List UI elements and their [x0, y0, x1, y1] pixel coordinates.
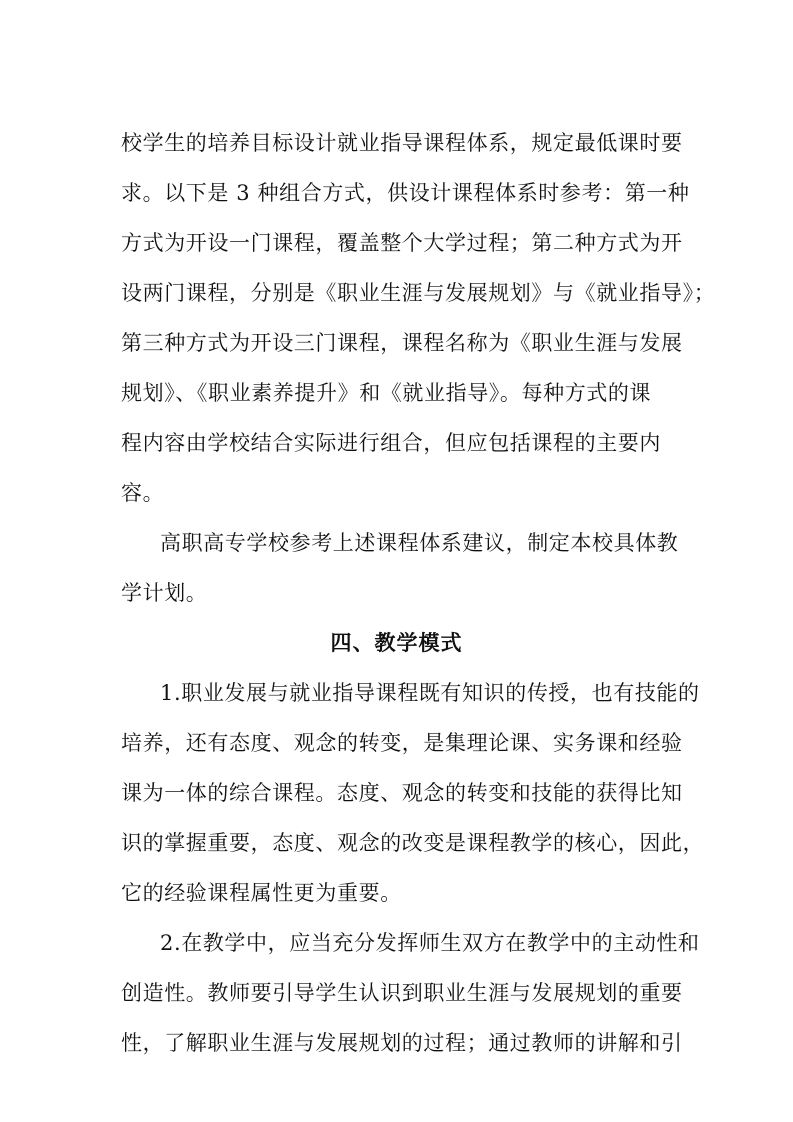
paragraph-1-line-3: 方式为开设一门课程，覆盖整个大学过程；第二种方式为开 [121, 231, 683, 255]
paragraph-4-line-3: 性，了解职业生涯与发展规划的过程；通过教师的讲解和引 [121, 1031, 683, 1055]
paragraph-1-line-2: 求。以下是 3 种组合方式，供设计课程体系时参考：第一种 [121, 181, 690, 205]
paragraph-2-line-1: 高职高专学校参考上述课程体系建议，制定本校具体教 [160, 531, 679, 555]
paragraph-2-line-2: 学计划。 [121, 581, 208, 605]
paragraph-1-line-1: 校学生的培养目标设计就业指导课程体系，规定最低课时要 [121, 131, 683, 155]
paragraph-3-line-2: 培养，还有态度、观念的转变，是集理论课、实务课和经验 [121, 731, 683, 755]
paragraph-1-line-8: 容。 [121, 481, 165, 505]
paragraph-4-line-2: 创造性。教师要引导学生认识到职业生涯与发展规划的重要 [121, 981, 683, 1005]
paragraph-1-line-5: 第三种方式为开设三门课程，课程名称为《职业生涯与发展 [121, 331, 683, 355]
paragraph-1-line-7: 程内容由学校结合实际进行组合，但应包括课程的主要内 [121, 431, 661, 455]
paragraph-1-line-4: 设两门课程，分别是《职业生涯与发展规划》与《就业指导》； [121, 281, 716, 305]
paragraph-3-line-1: 1.职业发展与就业指导课程既有知识的传授，也有技能的 [160, 681, 700, 705]
paragraph-3-line-4: 识的掌握重要，态度、观念的改变是课程教学的核心，因此， [121, 831, 705, 855]
paragraph-1-line-6: 规划》、《职业素养提升》和《就业指导》。每种方式的课 [121, 381, 652, 405]
paragraph-4-line-1: 2.在教学中，应当充分发挥师生双方在教学中的主动性和 [160, 931, 700, 955]
paragraph-3-line-3: 课为一体的综合课程。态度、观念的转变和技能的获得比知 [121, 781, 683, 805]
section-heading: 四、教学模式 [330, 631, 463, 655]
paragraph-3-line-5: 它的经验课程属性更为重要。 [121, 881, 402, 905]
